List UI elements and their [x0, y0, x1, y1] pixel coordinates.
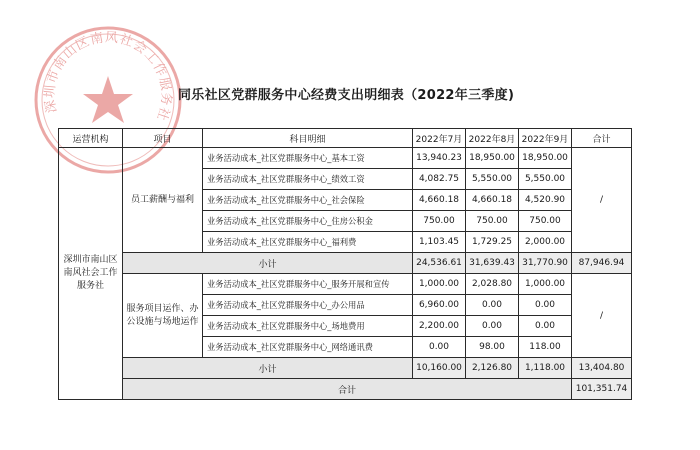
project-cell: 员工薪酬与福利 [123, 148, 203, 253]
subtotal-label: 小计 [123, 253, 413, 274]
aug-cell: 18,950.00 [466, 148, 519, 169]
subtotal-aug: 2,126.80 [466, 358, 519, 379]
grand-total-value: 101,351.74 [572, 379, 632, 400]
subtotal-aug: 31,639.43 [466, 253, 519, 274]
table-row [59, 148, 632, 169]
sep-cell: 2,000.00 [519, 232, 572, 253]
grand-total-row [59, 379, 632, 400]
aug-cell: 5,550.00 [466, 169, 519, 190]
subtotal-sep: 1,118.00 [519, 358, 572, 379]
jul-cell: 1,103.45 [413, 232, 466, 253]
subject-cell: 业务活动成本_社区党群服务中心_服务开展和宣传 [203, 274, 413, 295]
org-name: 深圳市南山区南风社会工作服务社 [59, 148, 123, 400]
jul-cell: 750.00 [413, 211, 466, 232]
table-row [59, 274, 632, 295]
sep-cell: 0.00 [519, 295, 572, 316]
subtotal-sep: 31,770.90 [519, 253, 572, 274]
subtotal-total: 13,404.80 [572, 358, 632, 379]
jul-cell: 4,660.18 [413, 190, 466, 211]
subject-cell: 业务活动成本_社区党群服务中心_场地费用 [203, 316, 413, 337]
aug-cell: 98.00 [466, 337, 519, 358]
sep-cell: 1,000.00 [519, 274, 572, 295]
sep-cell: 4,520.90 [519, 190, 572, 211]
subject-cell: 业务活动成本_社区党群服务中心_绩效工资 [203, 169, 413, 190]
subject-cell: 业务活动成本_社区党群服务中心_福利费 [203, 232, 413, 253]
sep-cell: 750.00 [519, 211, 572, 232]
subtotal-jul: 10,160.00 [413, 358, 466, 379]
subtotal-jul: 24,536.61 [413, 253, 466, 274]
aug-cell: 2,028.80 [466, 274, 519, 295]
header-org: 运营机构 [59, 129, 123, 148]
aug-cell: 0.00 [466, 316, 519, 337]
aug-cell: 750.00 [466, 211, 519, 232]
total-mark: / [572, 274, 632, 358]
jul-cell: 6,960.00 [413, 295, 466, 316]
page-title: 同乐社区党群服务中心经费支出明细表（2022年三季度) [178, 88, 515, 103]
svg-text:深圳市南山区南风社会工作服务社 [43, 29, 174, 123]
expense-table [58, 128, 632, 400]
jul-cell: 0.00 [413, 337, 466, 358]
grand-total-label: 合计 [123, 379, 572, 400]
jul-cell: 1,000.00 [413, 274, 466, 295]
jul-cell: 2,200.00 [413, 316, 466, 337]
header-aug: 2022年8月 [466, 129, 519, 148]
aug-cell: 4,660.18 [466, 190, 519, 211]
sep-cell: 118.00 [519, 337, 572, 358]
subject-cell: 业务活动成本_社区党群服务中心_基本工资 [203, 148, 413, 169]
subject-cell: 业务活动成本_社区党群服务中心_社会保险 [203, 190, 413, 211]
aug-cell: 0.00 [466, 295, 519, 316]
header-total: 合计 [572, 129, 632, 148]
subtotal-row [59, 358, 632, 379]
subject-cell: 业务活动成本_社区党群服务中心_网络通讯费 [203, 337, 413, 358]
jul-cell: 4,082.75 [413, 169, 466, 190]
project-cell: 服务项目运作、办公设施与场地运作 [123, 274, 203, 358]
header-subject: 科目明细 [203, 129, 413, 148]
subject-cell: 业务活动成本_社区党群服务中心_住房公积金 [203, 211, 413, 232]
subject-cell: 业务活动成本_社区党群服务中心_办公用品 [203, 295, 413, 316]
subtotal-row [59, 253, 632, 274]
subtotal-label: 小计 [123, 358, 413, 379]
total-mark: / [572, 148, 632, 253]
subtotal-total: 87,946.94 [572, 253, 632, 274]
sep-cell: 5,550.00 [519, 169, 572, 190]
header-jul: 2022年7月 [413, 129, 466, 148]
jul-cell: 13,940.23 [413, 148, 466, 169]
header-row [59, 129, 632, 148]
seal-text: 深圳市南山区南风社会工作服务社 [42, 30, 174, 123]
sep-cell: 0.00 [519, 316, 572, 337]
header-sep: 2022年9月 [519, 129, 572, 148]
header-project: 项目 [123, 129, 203, 148]
sep-cell: 18,950.00 [519, 148, 572, 169]
aug-cell: 1,729.25 [466, 232, 519, 253]
